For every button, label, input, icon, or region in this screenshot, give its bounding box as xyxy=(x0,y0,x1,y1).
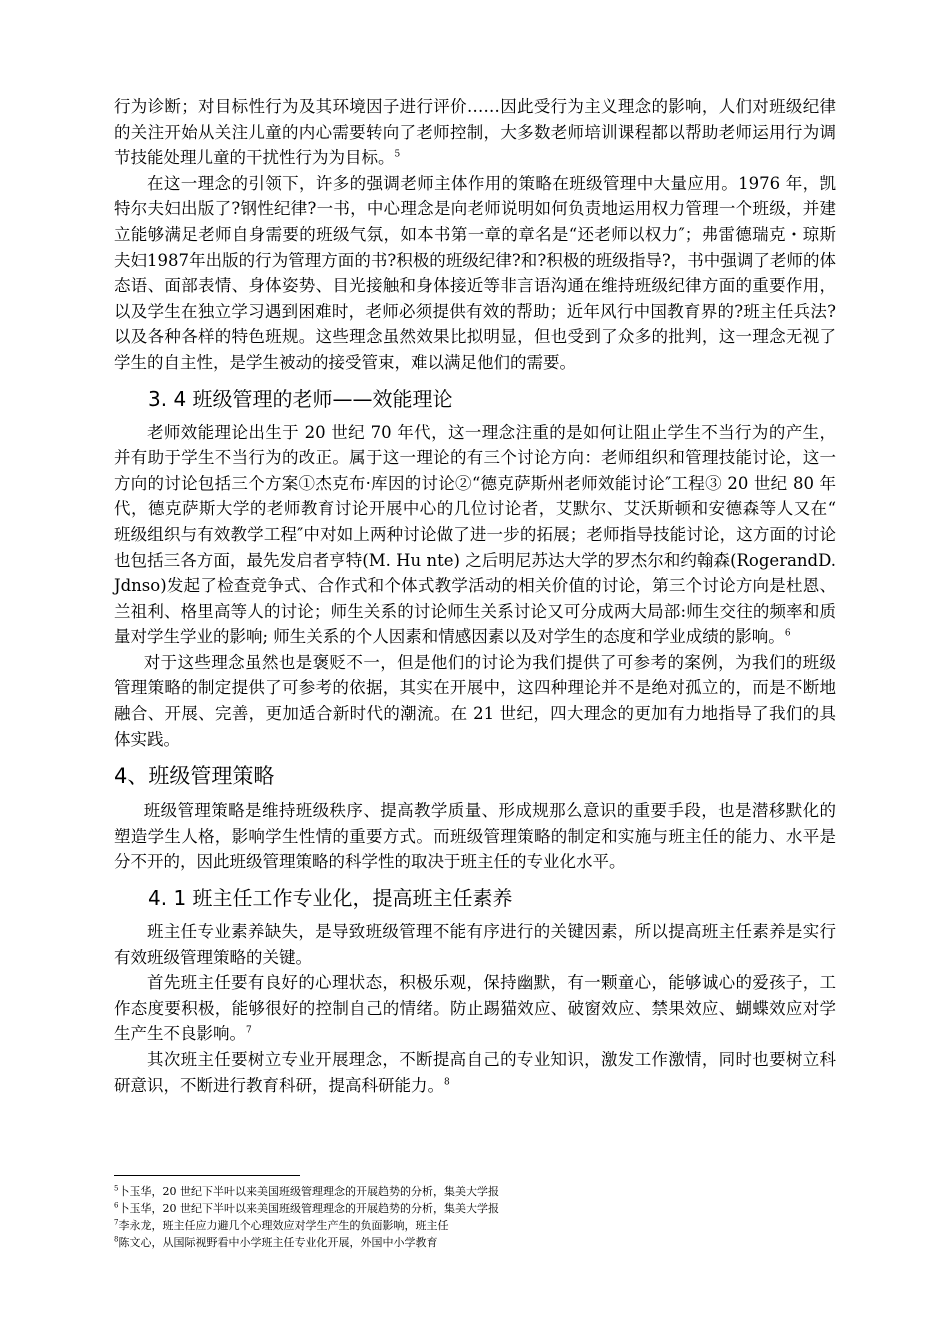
section-heading-4-1: 4. 1 班主任工作专业化，提高班主任素养 xyxy=(148,886,513,911)
document-body xyxy=(114,94,836,1098)
paragraph-efficacy-theory: 老师效能理论出生于 20 世纪 70 年代，这一理念注重的是如何让阻止学生不当行为的产生，并有助于学生不当行为的改正。属于这一理论的有三个讨论方向：老师组织和管理技能讨论，这一方向的讨论包括三个方案①杰克布·库因的讨论②“德克萨斯州老师效能讨论″工程③ 20 世纪 80 年代，德克萨斯大学的老师教育讨论开展中心的几位讨论者，艾默尔、艾沃斯顿和安德森等人又在“ 班级组织与有效教学工程″中对如上两种讨论做了进一步的拓展；老师指导技能讨论，这方面的讨论也包括三各方面，最先发启者亨特(M. Hu nte) 之后明尼苏达大学的罗杰尔和约翰森(RogerandD. Jdnso)发起了检查竞争式、合作式和个体式教学活动的相关价值的讨论，第三个讨论方向是杜恩、兰祖利、格里高等人的讨论；师生关系的讨论师生关系讨论又可分成两大局部:师生交往的频率和质量对学生学业的影响; 师生关系的个人因素和情感因素以及对学生的态度和学业成绩的影响。$^6$ xyxy=(114,422,836,647)
footnote-divider xyxy=(114,1175,300,1176)
paragraph-professional-development: 其次班主任要树立专业开展理念，不断提高自己的专业知识，激发工作激情，同时也要树立科研意识，不断进行教育科研，提高科研能力。$^8$ xyxy=(114,1050,836,1095)
paragraph-theories-summary: 对于这些理念虽然也是褒贬不一，但是他们的讨论为我们提供了可参考的案例，为我们的班级管理策略的制定提供了可参考的依据，其实在开展中，这四种理论并不是绝对孤立的，而是不断地融合、开展、完善，更加适合新时代的潮流。在 21 世纪，四大理念的更加有力地指导了我们的具体实践。 xyxy=(114,652,836,749)
footnote-7: $^7$李永龙，班主任应力避几个心理效应对学生产生的负面影响，班主任 xyxy=(114,1218,449,1232)
section-heading-3-4: 3. 4 班级管理的老师——效能理论 xyxy=(148,386,453,411)
footnote-5: $^5$卜玉华，20 世纪下半叶以来美国班级管理理念的开展趋势的分析，集美大学报 xyxy=(114,1184,499,1198)
footnote-ref-6: 6 xyxy=(784,628,791,639)
footnote-8: $^8$陈文心，从国际视野看中小学班主任专业化开展，外国中小学教育 xyxy=(114,1235,438,1249)
paragraph-teacher-strategies: 在这一理念的引领下，许多的强调老师主体作用的策略在班级管理中大量应用。1976 年，凯特尔夫妇出版了?钢性纪律?一书，中心理念是向老师说明如何负责地运用权力管理一个班级，并建立能够满足老师自身需要的班级气氛，如本书第一章的章名是“还老师以权力″；弗雷德瑞克・琼斯夫妇1987年出版的行为管理方面的书?积极的班级纪律?和?积极的班级指导?，书中强调了老师的体态语、面部表情、身体姿势、目光接触和身体接近等非言语沟通在维持班级纪律方面的重要作用，以及学生在独立学习遇到困难时，老师必须提供有效的帮助；近年风行中国教育界的?班主任兵法?以及各种各样的特色班规。这些理念虽然效果比拟明显，但也受到了众多的批判，这一理念无视了学生的自主性，是学生被动的接受管束，难以满足他们的需要。 xyxy=(114,173,836,372)
paragraph-management-strategy: 班级管理策略是维持班级秩序、提高教学质量、形成规那么意识的重要手段，也是潜移默化的塑造学生人格，影响学生性情的重要方式。而班级管理策略的制定和实施与班主任的能力、水平是分不开的，因此班级管理策略的科学性的取决于班主任的专业化水平。 xyxy=(114,801,836,872)
footnote-ref-8: 8 xyxy=(444,1077,450,1088)
paragraph-teacher-literacy: 班主任专业素养缺失，是导致班级管理不能有序进行的关键因素，所以提高班主任素养是实行有效班级管理策略的关键。 xyxy=(114,922,836,967)
footnote-ref-5: 5 xyxy=(394,149,401,160)
paragraph-mental-state: 首先班主任要有良好的心理状态，积极乐观，保持幽默，有一颗童心，能够诚心的爱孩子，工作态度要积极，能够很好的控制自己的情绪。防止踢猫效应、破窗效应、禁果效应、蝴蝶效应对学生产生不良影响。$^7$ xyxy=(114,973,836,1044)
section-heading-4: 4、班级管理策略 xyxy=(114,764,275,789)
paragraph-behavior-diagnosis: 行为诊断；对目标性行为及其环境因子进行评价……因此受行为主义理念的影响，人们对班级纪律的关注开始从关注儿童的内心需要转向了老师控制，大多数老师培训课程都以帮助老师运用行为调节技能处理儿童的干扰性行为为目标。$^5$ xyxy=(114,97,836,168)
footnotes xyxy=(114,1183,836,1251)
footnote-6: $^6$卜玉华，20 世纪下半叶以来美国班级管理理念的开展趋势的分析，集美大学报 xyxy=(114,1201,499,1215)
footnote-ref-7: 7 xyxy=(246,1025,252,1036)
